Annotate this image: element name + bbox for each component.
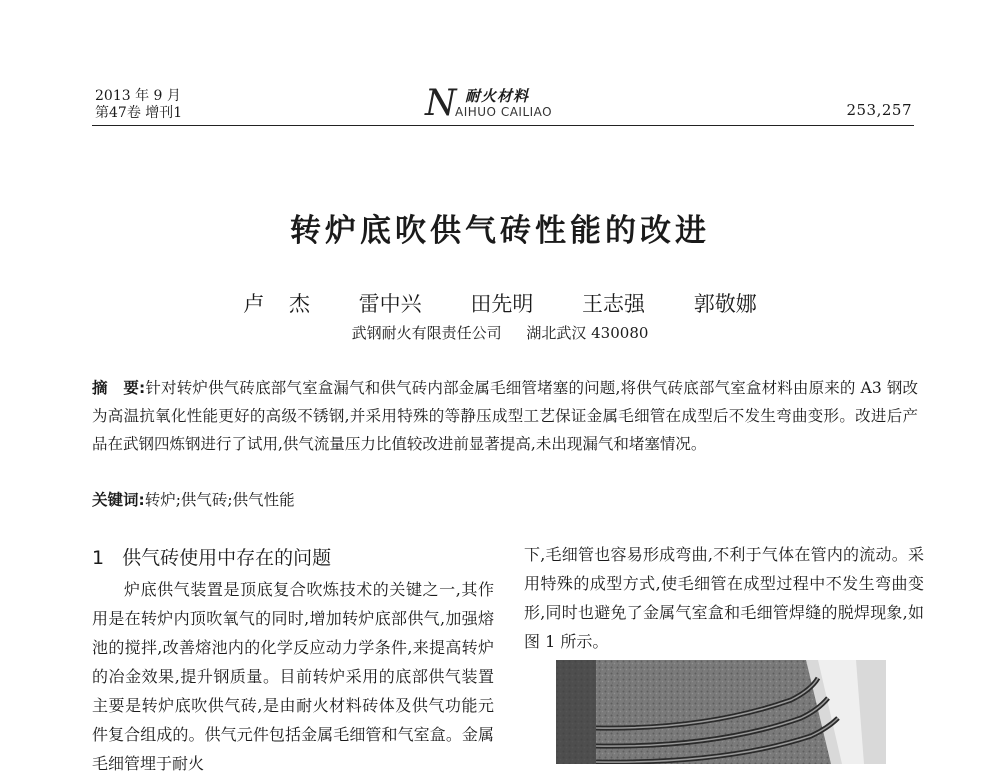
abstract-text: 针对转炉供气砖底部气室盒漏气和供气砖内部金属毛细管堵塞的问题,将供气砖底部气室盒材料由原来的 A3 钢改为高温抗氧化性能更好的高级不锈钢,并采用特殊的等静压成型工艺保证金属毛细管在成型后不发生弯曲变形。改进后产品在武钢四炼钢进行了试用,供气流量压力比值较改进前显著提高,未出现漏气和堵塞情况。 bbox=[92, 379, 919, 453]
right-paragraph: 下,毛细管也容易形成弯曲,不利于气体在管内的流动。采用特殊的成型方式,使毛细管在成型过程中不发生弯曲变形,同时也避免了金属气室盒和毛细管焊缝的脱焊现象,如图 1 所示。 bbox=[524, 545, 924, 651]
section-title: 供气砖使用中存在的问题 bbox=[122, 547, 332, 569]
affiliation-location: 湖北武汉 430080 bbox=[526, 324, 649, 342]
right-column bbox=[524, 540, 924, 656]
journal-name-cn: 耐火材料 bbox=[465, 87, 530, 105]
left-column bbox=[92, 543, 494, 778]
author: 王志强 bbox=[582, 292, 646, 316]
issue-date: 2013 年 9 月 bbox=[95, 88, 181, 104]
gas-brick-photo-image bbox=[556, 660, 886, 764]
affiliation-name: 武钢耐火有限责任公司 bbox=[351, 324, 502, 342]
keywords-label: 关键词: bbox=[92, 491, 145, 509]
section-heading bbox=[92, 543, 494, 573]
abstract-label: 摘 要: bbox=[92, 379, 146, 397]
section-paragraph: 炉底供气装置是顶底复合吹炼技术的关键之一,其作用是在转炉内顶吹氧气的同时,增加转炉底部供气,加强熔池的搅拌,改善熔池内的化学反应动力学条件,来提高转炉的冶金效果,提升钢质量。目前转炉采用的底部供气装置主要是转炉底吹供气砖,是由耐火材料砖体及供气功能元件复合组成的。供气元件包括金属毛细管和气室盒。金属毛细管埋于耐火 bbox=[92, 580, 494, 773]
journal-name-en: AIHUO CAILIAO bbox=[455, 105, 553, 119]
abstract bbox=[92, 374, 918, 458]
author: 田先明 bbox=[470, 292, 534, 316]
journal-logo-initial: N bbox=[425, 83, 457, 124]
author: 郭敬娜 bbox=[693, 292, 757, 316]
header-divider bbox=[92, 125, 914, 126]
section-number: 1 bbox=[92, 547, 105, 569]
author: 卢 杰 bbox=[243, 292, 310, 316]
keywords-text: 转炉;供气砖;供气性能 bbox=[144, 491, 295, 509]
article-title: 转炉底吹供气砖性能的改进 bbox=[290, 213, 710, 249]
author-list bbox=[0, 288, 1000, 318]
keywords bbox=[92, 486, 918, 514]
issue-info bbox=[95, 88, 182, 122]
issue-volume: 第47卷 增刊1 bbox=[95, 105, 183, 121]
author: 雷中兴 bbox=[358, 292, 422, 316]
affiliation bbox=[0, 322, 1000, 343]
figure-1-photo bbox=[556, 660, 886, 764]
page-range: 253,257 bbox=[846, 101, 912, 119]
journal-logo bbox=[425, 84, 585, 124]
